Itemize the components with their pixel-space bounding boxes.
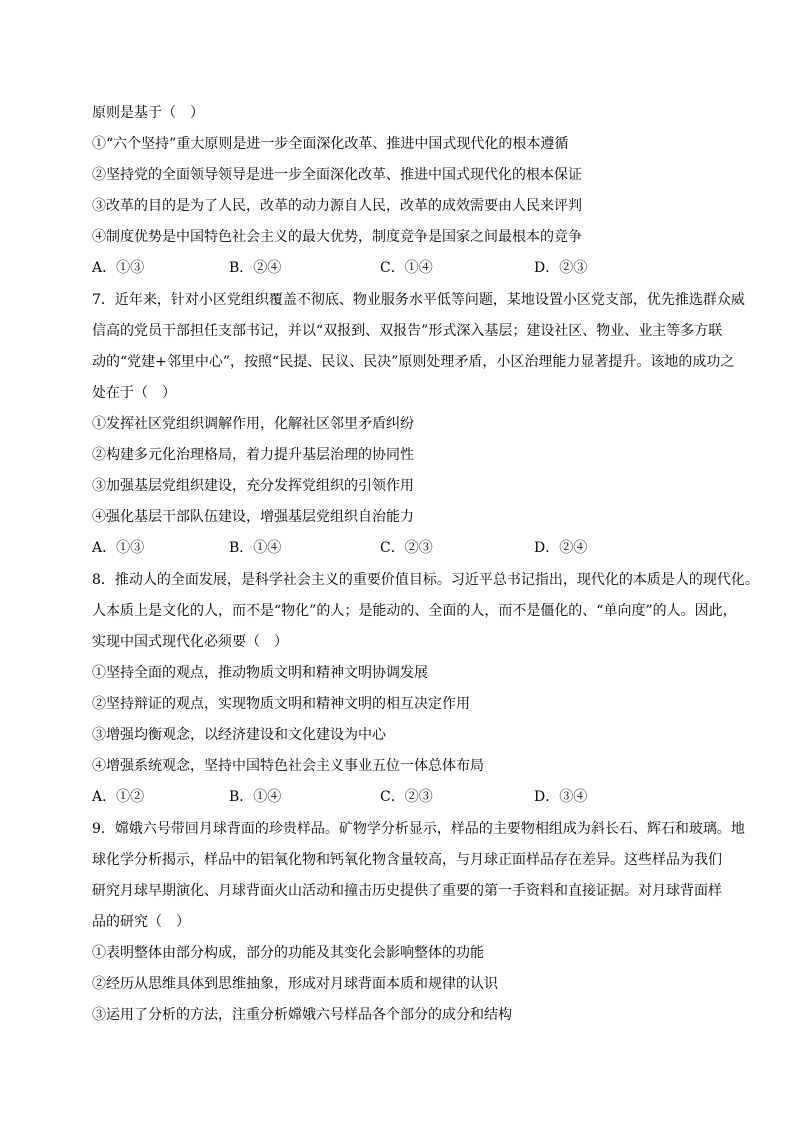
q8-choice-b: B．①④ <box>229 789 282 805</box>
q7-option-2: ②构建多元化治理格局，着力提升基层治理的协同性 <box>92 447 414 463</box>
q8-option-2: ②坚持辩证的观点，实现物质文明和精神文明的相互决定作用 <box>92 696 470 712</box>
q8-choice-c: C．②③ <box>380 789 433 805</box>
q8-stem-line-3: 实现中国式现代化必须要（ ） <box>92 634 288 650</box>
q6-option-3: ③改革的目的是为了人民，改革的动力源自人民，改革的成效需要由人民来评判 <box>92 198 582 214</box>
q7-option-4: ④强化基层干部队伍建设，增强基层党组织自治能力 <box>92 509 414 525</box>
q9-option-3: ③运用了分析的方法，注重分析嫦娥六号样品各个部分的成分和结构 <box>92 1007 512 1023</box>
q8-option-1: ①坚持全面的观点，推动物质文明和精神文明协调发展 <box>92 665 428 681</box>
q7-choice-b: B．①④ <box>229 540 282 556</box>
q7-choice-a: A．①③ <box>92 540 145 556</box>
q9-option-1: ①表明整体由部分构成，部分的功能及其变化会影响整体的功能 <box>92 945 484 961</box>
q6-choice-a: A．①③ <box>92 260 145 276</box>
q7-stem-line-3: 动的“党建+邻里中心”，按照“民提、民议、民决”原则处理矛盾，小区治理能力显著提升。该地的成功之 <box>92 354 735 370</box>
q7-stem-line-1: 7．近年来，针对小区党组织覆盖不彻底、物业服务水平低等问题，某地设置小区党支部，优先推选群众威 <box>92 292 745 308</box>
q8-choice-d: D．③④ <box>534 789 588 805</box>
q9-stem-line-3: 研究月球早期演化、月球背面火山活动和撞击历史提供了重要的第一手资料和直接证据。对月球背面样 <box>92 883 722 899</box>
q8-option-4: ④增强系统观念，坚持中国特色社会主义事业五位一体总体布局 <box>92 758 484 774</box>
q9-stem-line-4: 品的研究（ ） <box>92 914 190 930</box>
q6-choice-d: D．②③ <box>534 260 588 276</box>
q7-stem-line-2: 信高的党员干部担任支部书记，并以“双报到、双报告”形式深入基层；建设社区、物业、业主等多方联 <box>92 323 723 339</box>
q7-choice-d: D．②④ <box>534 540 588 556</box>
q8-choices <box>92 787 692 807</box>
q6-option-1: ①“六个坚持”重大原则是进一步全面深化改革、推进中国式现代化的根本遵循 <box>92 136 569 152</box>
q8-stem-line-1: 8．推动人的全面发展，是科学社会主义的重要价值目标。习近平总书记指出，现代化的本质是人的现代化。 <box>92 572 759 588</box>
q8-option-3: ③增强均衡观念，以经济建设和文化建设为中心 <box>92 727 386 743</box>
q6-option-2: ②坚持党的全面领导领导是进一步全面深化改革、推进中国式现代化的根本保证 <box>92 167 582 183</box>
q7-option-1: ①发挥社区党组织调解作用，化解社区邻里矛盾纠纷 <box>92 416 414 432</box>
q6-stem-end: 原则是基于（ ） <box>92 105 204 121</box>
q9-stem-line-2: 球化学分析揭示，样品中的铝氧化物和钙氧化物含量较高，与月球正面样品存在差异。这些样品为我们 <box>92 852 722 868</box>
q6-choice-c: C．①④ <box>380 260 433 276</box>
q6-choice-b: B．②④ <box>229 260 282 276</box>
q6-choices <box>92 258 692 278</box>
q6-option-4: ④制度优势是中国特色社会主义的最大优势，制度竞争是国家之间最根本的竞争 <box>92 229 582 245</box>
q9-option-2: ②经历从思维具体到思维抽象，形成对月球背面本质和规律的认识 <box>92 976 498 992</box>
q9-stem-line-1: 9．嫦娥六号带回月球背面的珍贵样品。矿物学分析显示，样品的主要物相组成为斜长石、辉石和玻璃。地 <box>92 821 745 837</box>
q7-stem-line-4: 处在于（ ） <box>92 385 176 401</box>
q8-choice-a: A．①② <box>92 789 145 805</box>
q7-choices <box>92 538 692 558</box>
q7-choice-c: C．②③ <box>380 540 433 556</box>
q7-option-3: ③加强基层党组织建设，充分发挥党组织的引领作用 <box>92 478 414 494</box>
q8-stem-line-2: 人本质上是文化的人，而不是“物化”的人；是能动的、全面的人，而不是僵化的、“单向度”的人。因此， <box>92 603 737 619</box>
